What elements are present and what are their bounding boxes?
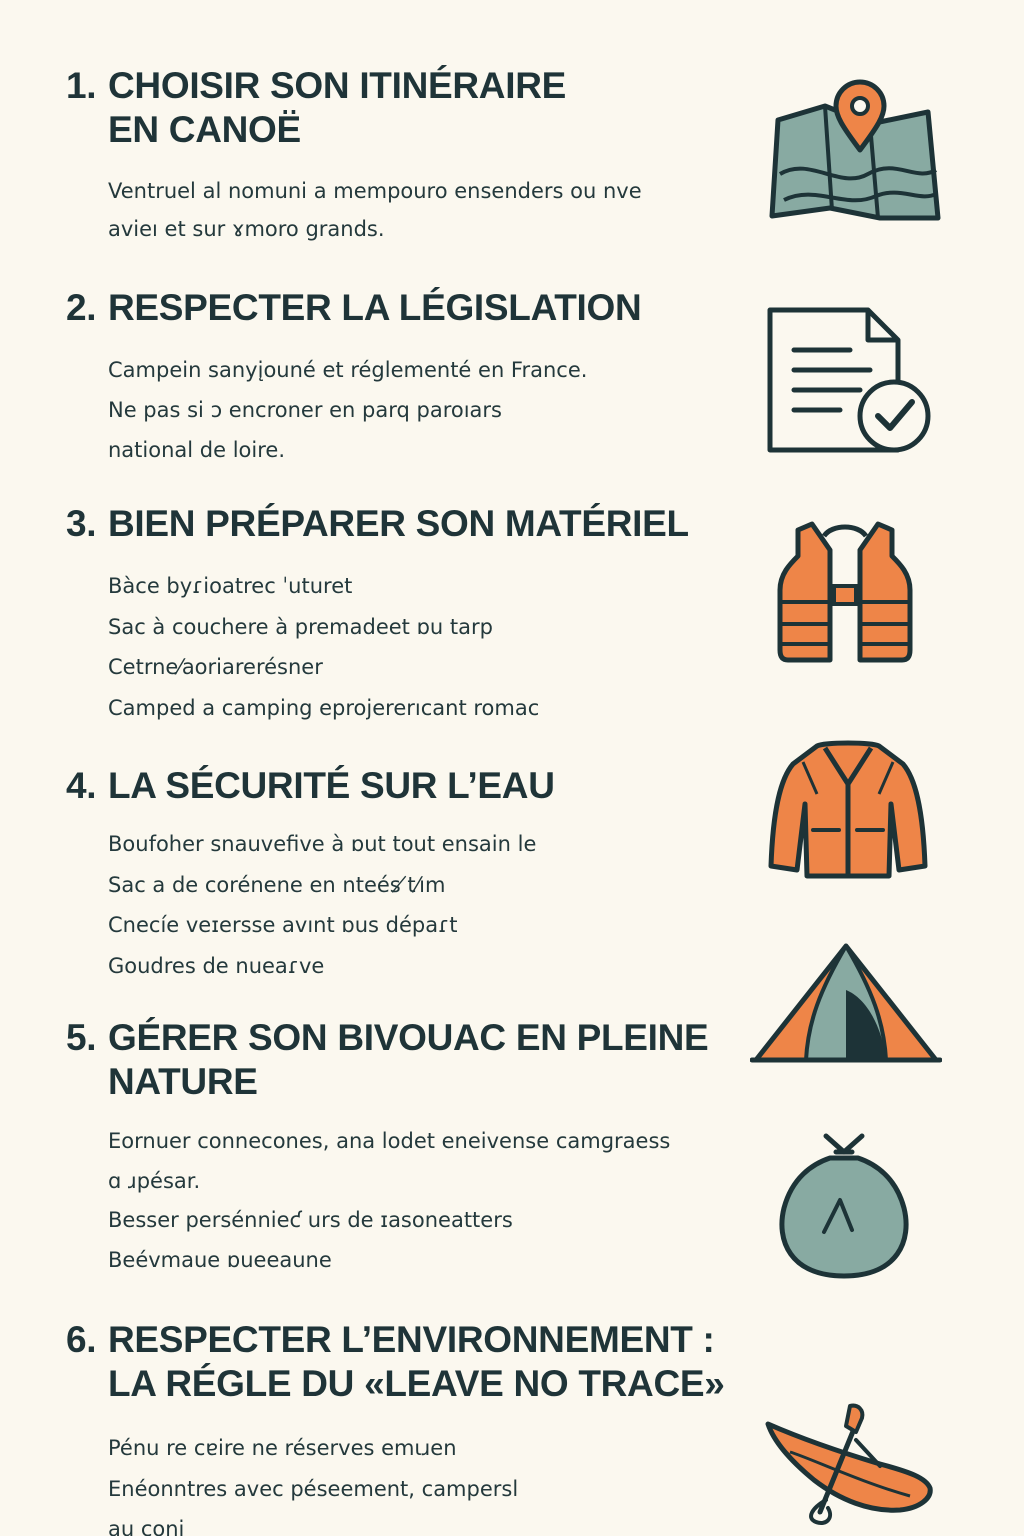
body-line: Besser persénnieƈ urs de ɪasoneatters	[108, 1208, 513, 1232]
body-line: Beévmaue ɒueeaune	[108, 1247, 332, 1272]
body-line: Enéonntres avec péseement, campersl	[108, 1476, 519, 1501]
body-line: Campein sanyįouné et réglementé en France.	[108, 358, 588, 382]
section-heading	[66, 286, 641, 330]
section-heading	[66, 1318, 725, 1406]
section-body	[108, 1122, 670, 1280]
section-number: 3.	[66, 503, 97, 544]
section-heading	[66, 502, 689, 546]
document-check-icon	[760, 302, 940, 462]
section-number: 5.	[66, 1017, 97, 1058]
section-title: CHOISIR SON ITINÉRAIRE EN CANOË	[108, 65, 566, 150]
section-body	[108, 172, 642, 248]
body-line: Eornuer connecones, ana lodet eneivense camɡraess	[108, 1129, 671, 1153]
section-title: BIEN PRÉPARER SON MATÉRIEL	[108, 503, 689, 544]
canoe-icon	[760, 1396, 940, 1532]
section-number: 4.	[66, 765, 97, 806]
section-body	[108, 1428, 518, 1536]
trash-bag-icon	[772, 1128, 918, 1282]
rain-jacket-icon	[765, 738, 931, 884]
section-title: GÉRER SON BIVOUAC EN PLEINE NATURE	[108, 1017, 709, 1102]
body-line: Sac a de corénene en nteés ̸t⁄ım	[108, 872, 446, 897]
body-line: au coni	[108, 1517, 185, 1536]
section-heading	[66, 64, 566, 152]
body-line: avieı et sur ɤmoro grands.	[108, 217, 385, 241]
section-title: LA SÉCURITÉ SUR L’EAU	[108, 765, 555, 806]
body-line: Boufoher snauvefive à ɒut tout ensain le	[108, 832, 537, 856]
section-title: RESPECTER L’ENVIRONNEMENT : LA RÉGLE DU «LEAVE NO TRACE»	[108, 1319, 725, 1404]
life-vest-icon	[772, 516, 918, 666]
section-body	[108, 350, 587, 470]
body-line: Bàce byɾioatrec ˈuturet	[108, 574, 353, 598]
body-line: Ventruel al nomuni a mempouro ensenders ou nve	[108, 179, 642, 203]
section-heading	[66, 764, 555, 808]
section-number: 2.	[66, 287, 97, 328]
body-line: Pénu re cɐire ne réserves emɩɹen	[108, 1436, 457, 1460]
section-body	[108, 824, 536, 986]
section-body	[108, 566, 539, 728]
map-pin-icon	[750, 78, 950, 228]
body-line: Cetrne⁄aoriarerésner	[108, 655, 323, 679]
section-heading	[66, 1016, 708, 1104]
section-title: RESPECTER LA LÉGISLATION	[108, 287, 642, 328]
body-line: national de loire.	[108, 438, 285, 462]
body-line: Camped a camping eprojererıcant romac	[108, 695, 540, 720]
body-line: Goudres de nueaɾve	[108, 953, 325, 978]
body-line: ɑ ɹpésar.	[108, 1168, 201, 1193]
section-number: 6.	[66, 1319, 97, 1360]
body-line: Cnecíe veɪersse avınt ɒus dépaɾt	[108, 913, 458, 937]
tent-icon	[750, 938, 942, 1068]
section-number: 1.	[66, 65, 97, 106]
body-line: Ne pas si ᴐ encroner en parq paroıars	[108, 398, 502, 422]
body-line: Sac à couchere à premadeet ɒu tarp	[108, 614, 493, 639]
